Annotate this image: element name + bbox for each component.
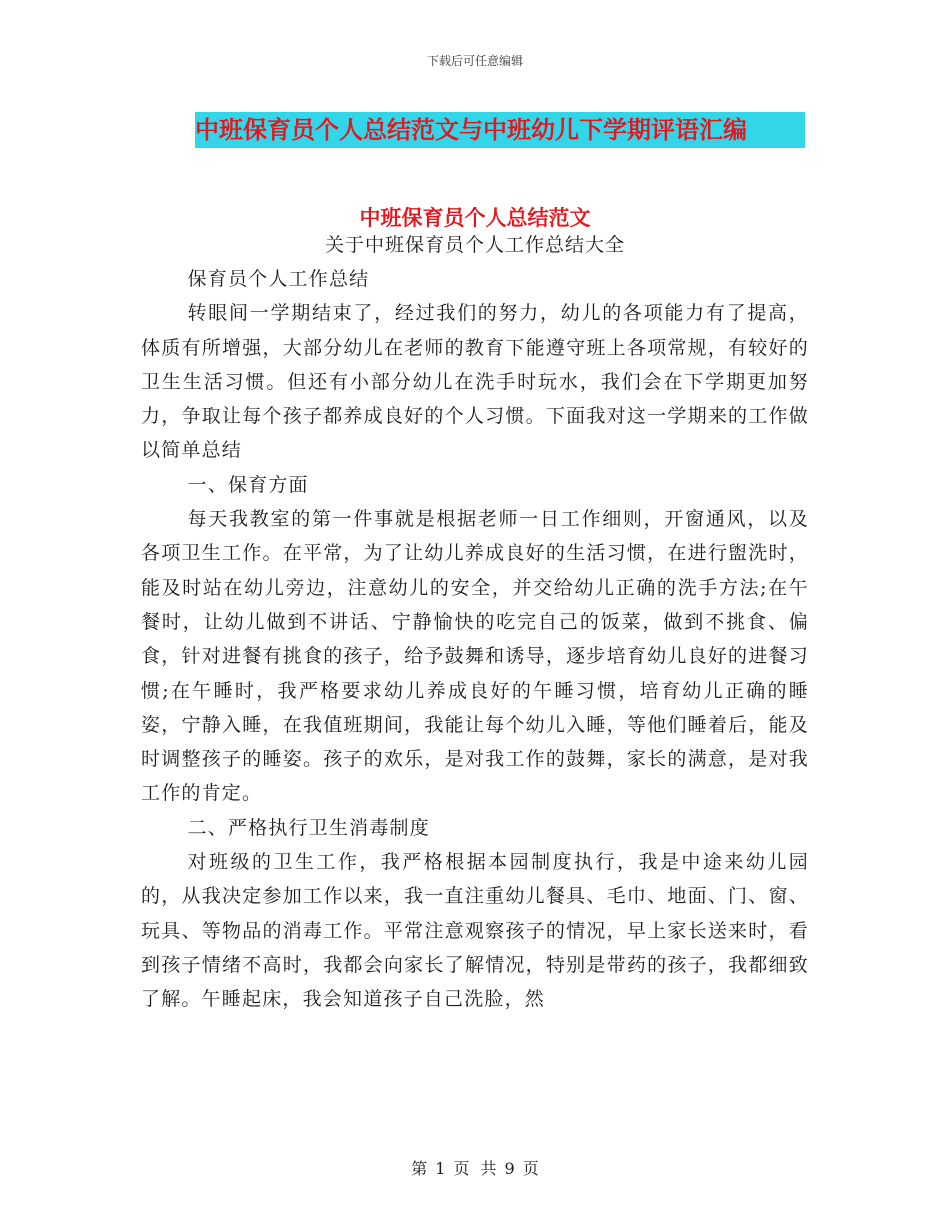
paragraph-heading: 二、严格执行卫生消毒制度 <box>187 816 430 839</box>
subtitle: 关于中班保育员个人工作总结大全 <box>324 234 625 256</box>
page-total: 9 <box>504 1159 515 1178</box>
paragraph: 对班级的卫生工作，我严格根据本园制度执行，我是中途来幼儿园的，从我决定参加工作以来，我一直注重幼儿餐具、毛巾、地面、门、窗、玩具、等物品的消毒工作。平常注意观察孩子的情况，早上家长送来时，看到孩子情绪不高时，我都会向家长了解情况，特别是带药的孩子，我都细致了解。午睡起床，我会知道孩子自己洗脸，然 <box>141 851 809 1011</box>
paragraph: 转眼间一学期结束了，经过我们的努力，幼儿的各项能力有了提高，体质有所增强，大部分幼儿在老师的教育下能遵守班上各项常规，有较好的卫生生活习惯。但还有小部分幼儿在洗手时玩水，我们会在下学期更加努力，争取让每个孩子都养成良好的个人习惯。下面我对这一学期来的工作做以简单总结 <box>141 302 809 462</box>
header-note: 下载后可任意编辑 <box>426 54 523 68</box>
section-title: 中班保育员个人总结范文 <box>359 206 591 230</box>
page-prefix: 第 <box>411 1159 428 1178</box>
page-mid: 页 共 <box>453 1159 497 1178</box>
page-current: 1 <box>435 1159 446 1178</box>
page-suffix: 页 <box>522 1159 539 1178</box>
paragraph-heading: 保育员个人工作总结 <box>187 268 370 290</box>
main-title-highlight <box>195 112 805 148</box>
paragraph: 每天我教室的第一件事就是根据老师一日工作细则，开窗通风，以及各项卫生工作。在平常，为了让幼儿养成良好的生活习惯，在进行盥洗时，能及时站在幼儿旁边，注意幼儿的安全，并交给幼儿正确的洗手方法;在午餐时，让幼儿做到不讲话、宁静愉快的吃完自己的饭菜，做到不挑食、偏食，针对进餐有挑食的孩子，给予鼓舞和诱导，逐步培育幼儿良好的进餐习惯;在午睡时，我严格要求幼儿养成良好的午睡习惯，培育幼儿正确的睡姿，宁静入睡，在我值班期间，我能让每个幼儿入睡，等他们睡着后，能及时调整孩子的睡姿。孩子的欢乐，是对我工作的鼓舞，家长的满意，是对我工作的肯定。 <box>141 508 809 805</box>
main-title: 中班保育员个人总结范文与中班幼儿下学期评语汇编 <box>195 116 747 144</box>
document-body <box>141 262 809 1017</box>
page-footer <box>0 1156 950 1179</box>
paragraph-heading: 一、保育方面 <box>187 473 309 496</box>
